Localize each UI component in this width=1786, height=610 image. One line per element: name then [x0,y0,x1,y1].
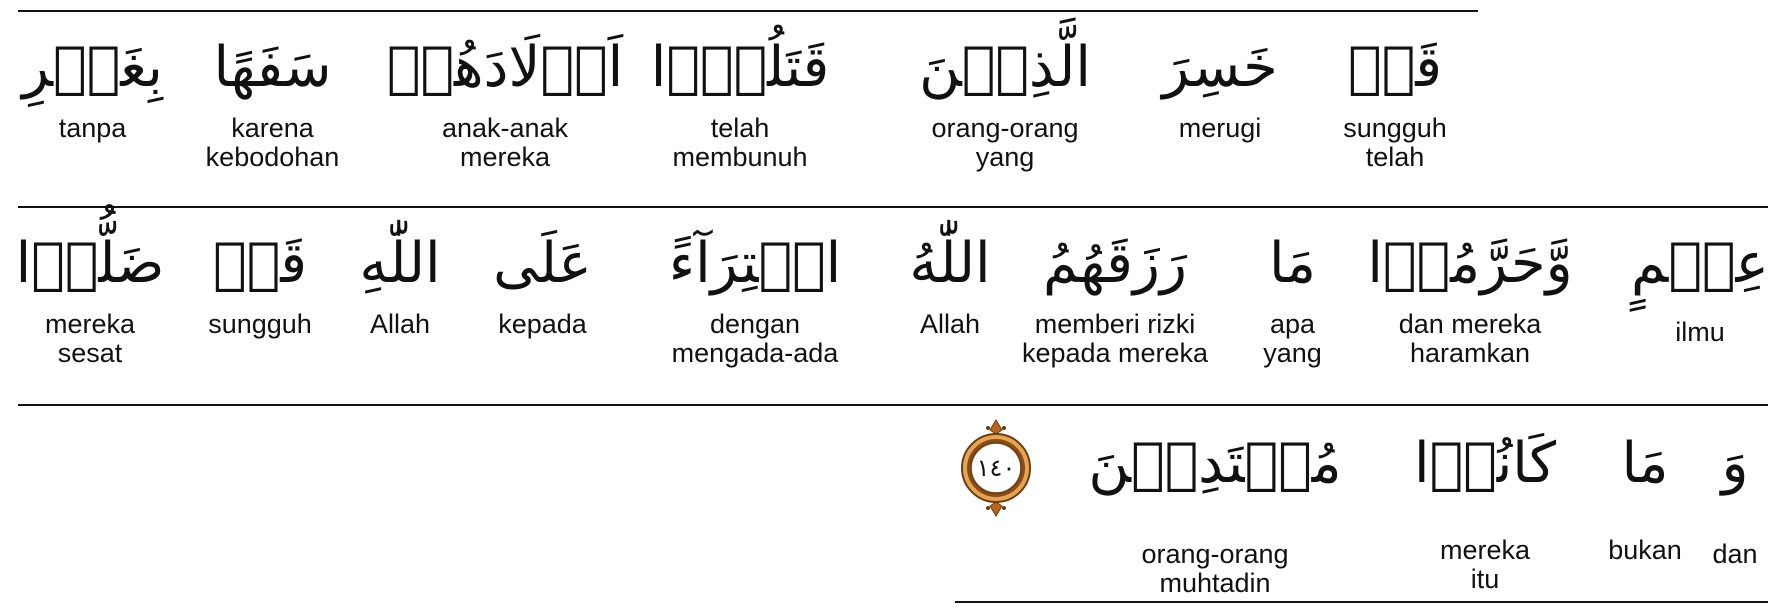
word-row3-1 [1700,418,1770,569]
word-row2-6 [650,218,860,368]
arabic-word: اللّٰهُ [909,231,991,296]
translation: apa yang [1263,309,1322,368]
translation: memberi rizki kepada mereka [1021,309,1209,368]
arabic-word: سَفَهًا [213,35,332,100]
translation: Allah [919,309,981,339]
arabic-word: وَّحَرَّمُوۡا [1367,231,1573,296]
ayah-number: ١٤٠ [976,454,1016,482]
word-row1-3 [905,22,1105,172]
word-row2-2 [1367,218,1573,368]
translation: kepada [498,309,587,339]
word-row3-2 [1595,418,1695,565]
arabic-word: مُهۡتَدِيۡنَ [1088,431,1342,496]
word-row1-1 [1330,22,1460,172]
translation: ilmu [1675,317,1725,347]
word-row1-7 [22,22,163,143]
arabic-word: قَتَلُوۡٓا [650,35,830,100]
arabic-word: بِغَيۡرِ [22,35,163,100]
ayah-marker [958,418,1034,518]
arabic-word: عِلۡمٍ [1631,231,1769,296]
translation: merugi [1178,113,1262,143]
translation: karena kebodohan [205,113,340,172]
arabic-word: كَانُوۡا [1413,431,1557,496]
translation: sungguh telah [1343,113,1447,172]
word-row2-9 [195,218,325,339]
word-row3-3 [1395,418,1575,594]
row-divider-2 [18,404,1768,406]
word-row2-8 [350,218,450,339]
word-row2-3 [1250,218,1335,368]
translation: sungguh [208,309,312,339]
translation: mereka itu [1439,535,1531,594]
word-row2-10 [15,218,165,368]
arabic-word: قَدۡ [1348,35,1442,100]
word-row2-5 [900,218,1000,339]
top-rule [18,10,1478,12]
translation: anak-anak mereka [441,113,569,172]
translation: tanpa [58,113,127,143]
word-row2-4 [1015,218,1215,368]
word-row1-6 [190,22,355,172]
arabic-word: مَا [1268,231,1317,296]
translation: bukan [1608,535,1682,565]
arabic-word: رَزَقَهُمُ [1043,231,1187,296]
arabic-word: وَ [1721,431,1749,496]
translation: orang-orang muhtadin [1141,539,1289,598]
translation: mereka sesat [44,309,136,368]
arabic-word: اللّٰهِ [359,231,441,296]
translation: dan [1712,539,1758,569]
arabic-word: مَا [1621,431,1669,496]
arabic-word: اَوۡلَادَهُمۡ [386,35,624,100]
translation: telah membunuh [672,113,808,172]
arabic-word: الَّذِيۡنَ [919,35,1091,100]
translation: dengan mengada-ada [671,309,839,368]
arabic-word: عَلَى [493,231,592,296]
translation: Allah [369,309,431,339]
bottom-rule [955,601,1768,603]
translation: dan mereka haramkan [1398,309,1542,368]
row-divider-1 [18,206,1768,208]
arabic-word: ضَلُّوۡا [15,231,165,296]
word-row1-5 [386,22,624,172]
translation: orang-orang yang [931,113,1079,172]
arabic-word: قَدۡ [213,231,307,296]
word-row2-1 [1631,218,1769,347]
arabic-word: خَسِرَ [1162,35,1278,100]
arabic-word: افۡتِرَآءً [668,231,842,296]
word-row3-4 [1075,418,1355,598]
word-row1-2 [1130,22,1310,143]
word-row2-7 [480,218,605,339]
word-row1-4 [640,22,840,172]
